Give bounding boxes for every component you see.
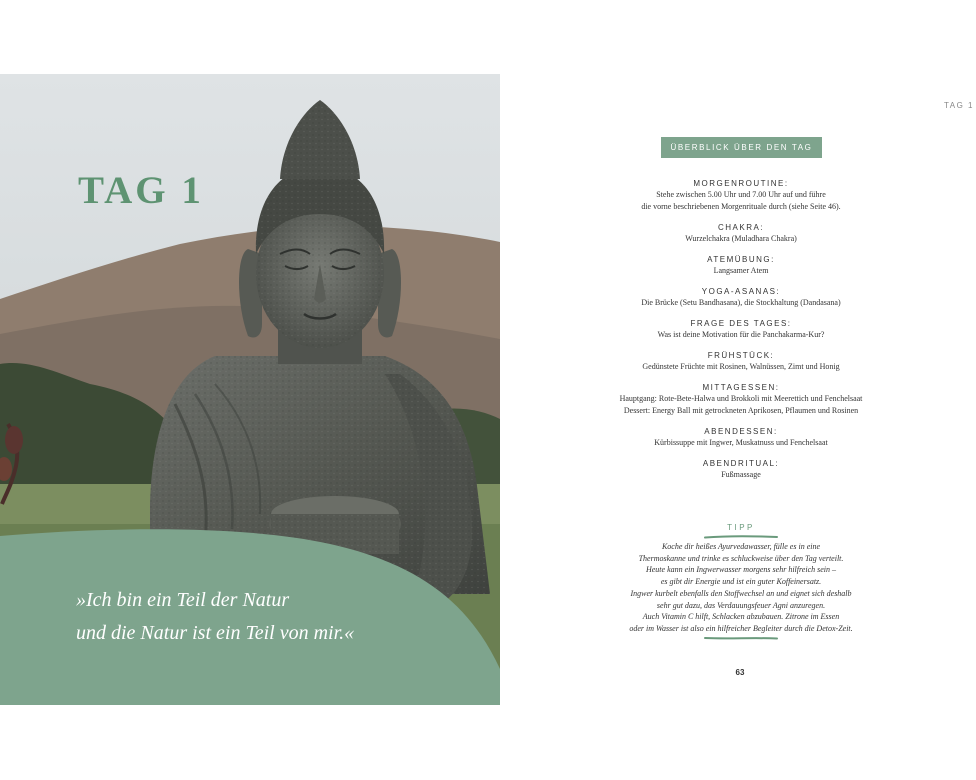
section-text: Wurzelchakra (Muladhara Chakra): [685, 234, 797, 243]
day-title: TAG 1: [78, 169, 204, 212]
section-text: Was ist deine Motivation für die Panchakarma-Kur?: [657, 330, 825, 339]
section-heading: ABENDRITUAL:: [702, 459, 780, 468]
section-heading: YOGA-ASANAS:: [701, 287, 781, 296]
photo-page: [0, 74, 500, 705]
section-heading: FRÜHSTÜCK:: [707, 351, 775, 360]
quote-line: und die Natur ist ein Teil von mir.«: [76, 622, 355, 644]
section-text: Hauptgang: Rote-Bete-Halwa und Brokkoli mit Meerettich und Fenchelsaat: [619, 394, 863, 403]
quote-line: »Ich bin ein Teil der Natur: [76, 589, 290, 611]
section-abendessen: [560, 426, 922, 449]
section-text: Kürbissuppe mit Ingwer, Muskatnuss und Fenchelsaat: [654, 438, 828, 447]
tip-text: Heute kann ein Ingwerwasser morgens sehr hilfreich sein –: [645, 565, 837, 575]
section-text: Langsamer Atem: [713, 266, 769, 275]
tip-text: oder im Wasser ist also ein hilfreicher Begleiter durch die Detox-Zeit.: [629, 623, 853, 633]
brush-divider-bottom: [704, 636, 778, 640]
tip-label: TIPP: [727, 523, 755, 532]
section-text: Dessert: Energy Ball mit getrockneten Aprikosen, Pflaumen und Rosinen: [623, 406, 859, 415]
section-heading: MORGENROUTINE:: [693, 179, 789, 188]
brush-divider-top: [704, 535, 778, 539]
running-head: TAG 1: [943, 101, 974, 110]
section-fruehstueck: [560, 350, 922, 373]
section-heading: ABENDESSEN:: [704, 427, 778, 436]
section-text: Gedünstete Früchte mit Rosinen, Walnüssen, Zimt und Honig: [642, 362, 840, 371]
section-heading: ATEMÜBUNG:: [707, 255, 775, 264]
tip-text: Koche dir heißes Ayurvedawasser, fülle es in eine: [661, 542, 821, 551]
section-abendritual: [560, 458, 922, 481]
section-chakra: [560, 222, 922, 245]
quote: [76, 584, 436, 650]
tip-text: es gibt dir Energie und ist ein guter Koffeinersatz.: [660, 577, 822, 587]
section-heading: MITTAGESSEN:: [702, 383, 780, 392]
day-schedule: [560, 178, 922, 490]
tip-text: Ingwer kurbelt ebenfalls den Stoffwechsel an und eignet sich deshalb: [630, 588, 852, 598]
section-heading: CHAKRA:: [717, 223, 765, 232]
section-atemuebung: [560, 254, 922, 277]
tip-text: Auch Vitamin C hilft, Schlacken abzubauen. Zitrone im Essen: [642, 612, 840, 622]
overview-label: ÜBERBLICK ÜBER DEN TAG: [661, 137, 822, 158]
section-text: Die Brücke (Setu Bandhasana), die Stockhaltung (Dandasana): [641, 298, 841, 307]
tip-box: [560, 522, 922, 642]
section-text: Fußmassage: [721, 470, 761, 479]
section-mittagessen: [560, 382, 922, 417]
section-heading: FRAGE DES TAGES:: [690, 319, 792, 328]
section-frage-des-tages: [560, 318, 922, 341]
section-morgenroutine: [560, 178, 922, 213]
section-yoga-asanas: [560, 286, 922, 309]
tip-text: sehr gut dazu, das Verdauungsfeuer Agni anzuregen.: [656, 600, 826, 610]
page-number: 63: [735, 668, 745, 677]
section-text: Stehe zwischen 5.00 Uhr und 7.00 Uhr auf und führe: [656, 190, 826, 199]
tip-text: Thermoskanne und trinke es schluckweise über den Tag verteilt.: [638, 553, 844, 563]
section-text: die vorne beschriebenen Morgenrituale durch (siehe Seite 46).: [641, 202, 841, 211]
